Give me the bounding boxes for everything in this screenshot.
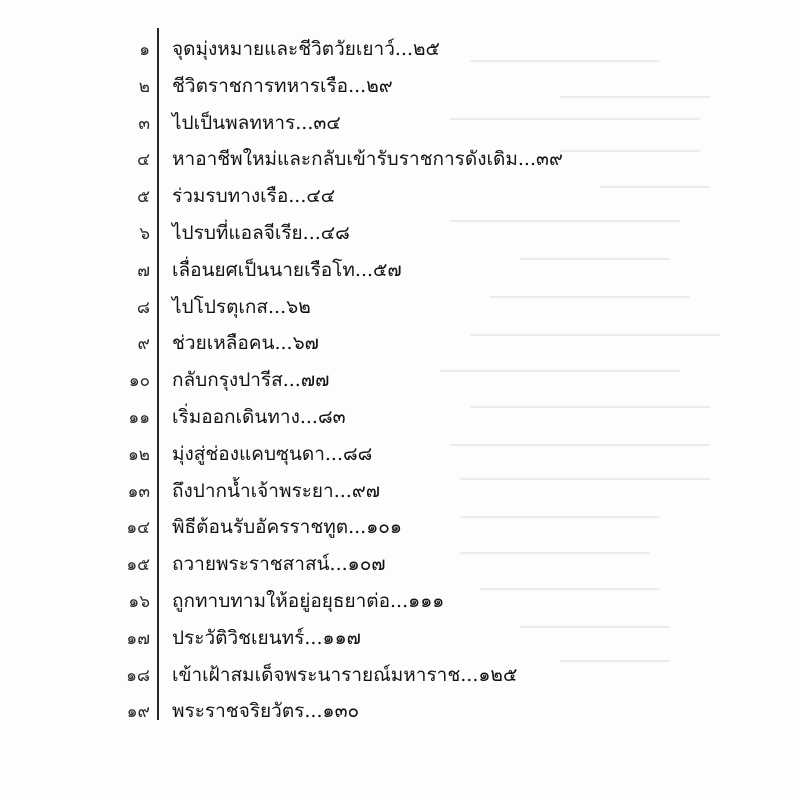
toc-row: [0, 255, 800, 285]
toc-row: [0, 586, 800, 616]
toc-row: [0, 328, 800, 358]
toc-row: [0, 402, 800, 432]
toc-row: [0, 660, 800, 690]
chapter-number: ๑๗: [126, 628, 150, 649]
chapter-title: เริ่มออกเดินทาง...๘๓: [172, 406, 346, 428]
chapter-number: ๑: [139, 40, 150, 60]
chapter-title: ถวายพระราชสาสน์...๑๐๗: [172, 553, 386, 576]
chapter-number: ๑๓: [127, 481, 150, 502]
chapter-title: เลื่อนยศเป็นนายเรือโท...๕๗: [172, 258, 402, 281]
chapter-title: ชีวิตราชการทหารเรือ...๒๙: [172, 74, 393, 97]
toc-row: [0, 144, 800, 174]
chapter-title: พิธีต้อนรับอัครราชทูต...๑๐๑: [172, 516, 402, 539]
chapter-title: ร่วมรบทางเรือ...๔๔: [172, 185, 336, 208]
chapter-number: ๑๕: [126, 555, 150, 576]
chapter-title: ไปรบที่แอลจีเรีย...๔๘: [172, 222, 350, 244]
toc-row: [0, 71, 800, 101]
chapter-title: ถูกทาบทามให้อยู่อยุธยาต่อ...๑๑๑: [172, 590, 445, 612]
chapter-title: พระราชจริยวัตร...๑๓๐: [172, 700, 360, 723]
chapter-title: ช่วยเหลือคน...๖๗: [172, 332, 319, 355]
chapter-number: ๑๖: [128, 592, 150, 612]
chapter-number: ๓: [138, 113, 150, 134]
toc-row: [0, 181, 800, 211]
chapter-title: เข้าเฝ้าสมเด็จพระนารายณ์มหาราช...๑๒๕: [172, 663, 518, 686]
toc-row: [0, 292, 800, 322]
toc-row: [0, 549, 800, 579]
toc-row: [0, 623, 800, 653]
toc-row: [0, 218, 800, 248]
chapter-number: ๑๑: [128, 408, 150, 428]
chapter-title: จุดมุ่งหมายและชีวิตวัยเยาว์...๒๕: [172, 38, 440, 60]
chapter-title: กลับกรุงปารีส...๗๗: [172, 369, 330, 392]
chapter-number: ๗: [137, 260, 150, 281]
chapter-number: ๕: [137, 187, 150, 208]
chapter-title: มุ่งสู่ช่องแคบซุนดา...๘๘: [172, 442, 373, 465]
chapter-number: ๑๔: [126, 518, 150, 539]
toc-row: [0, 365, 800, 395]
chapter-number: ๒: [138, 76, 150, 97]
chapter-title: ประวัติวิชเยนทร์...๑๑๗: [172, 626, 361, 649]
toc-row: [0, 108, 800, 138]
toc-row: [0, 476, 800, 506]
toc-row: [0, 439, 800, 469]
chapter-number: ๔: [137, 150, 150, 171]
chapter-title: ไปโปรตุเกส...๖๒: [172, 295, 311, 318]
chapter-number: ๑๒: [128, 444, 150, 465]
chapter-number: ๑๐: [128, 371, 150, 392]
chapter-number: ๘: [136, 297, 150, 318]
chapter-number: ๑๙: [126, 702, 150, 723]
toc-row: [0, 696, 800, 726]
chapter-title: ถึงปากน้ำเจ้าพระยา...๙๗: [172, 479, 381, 502]
chapter-number: ๑๘: [126, 665, 150, 686]
chapter-number: ๙: [137, 334, 150, 355]
chapter-number: ๖: [139, 224, 150, 244]
toc-row: [0, 512, 800, 542]
chapter-title: หาอาชีพใหม่และกลับเข้ารับราชการดังเดิม...๓๙: [172, 148, 563, 171]
toc-row: [0, 34, 800, 64]
chapter-title: ไปเป็นพลทหาร...๓๔: [172, 111, 341, 134]
